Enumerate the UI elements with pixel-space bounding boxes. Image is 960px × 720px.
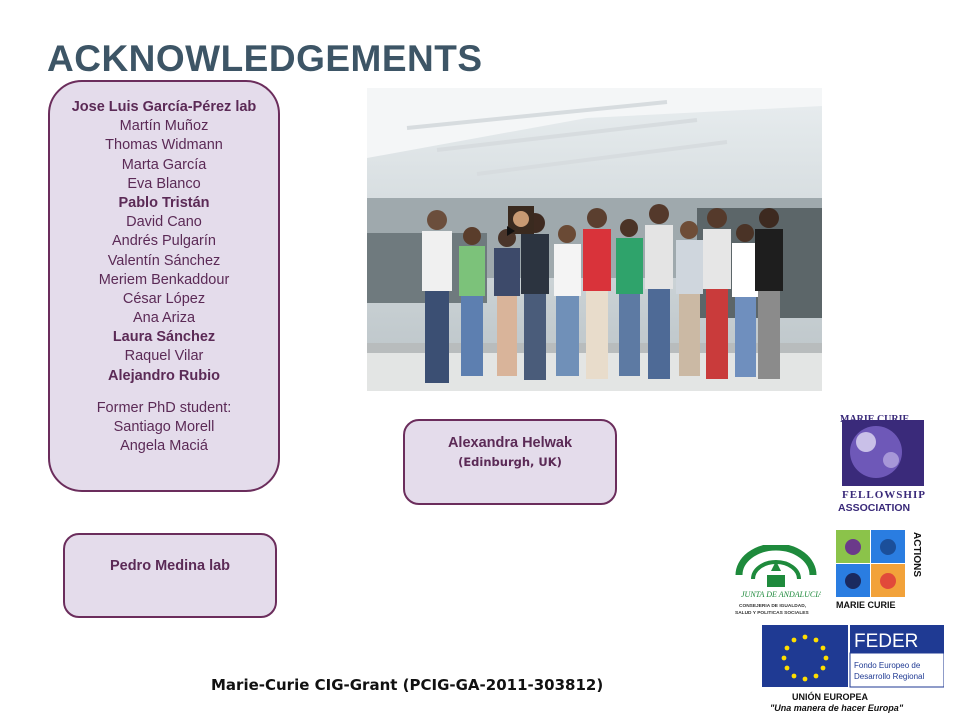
svg-text:JUNTA DE ANDALUCIA: JUNTA DE ANDALUCIA bbox=[741, 590, 821, 599]
svg-text:MARIE CURIE: MARIE CURIE bbox=[840, 414, 910, 425]
collaborator-location: (Edinburgh, UK) bbox=[458, 455, 562, 469]
marie-curie-actions-logo bbox=[836, 530, 930, 610]
lab-name: Jose Luis García-Pérez lab bbox=[71, 99, 257, 115]
lab-member: Meriem Benkaddour bbox=[98, 271, 230, 288]
lab-member: David Cano bbox=[126, 214, 202, 231]
svg-text:UNIÓN EUROPEA: UNIÓN EUROPEA bbox=[792, 692, 869, 702]
former-students-label: Former PhD student: bbox=[96, 399, 232, 416]
group-photo bbox=[367, 88, 822, 391]
lab-member: Raquel Vilar bbox=[124, 348, 204, 365]
lab-member: Andrés Pulgarín bbox=[112, 233, 216, 250]
former-student: Angela Maciá bbox=[120, 438, 208, 455]
lab-members-box bbox=[48, 80, 280, 492]
collaborator-box bbox=[403, 419, 617, 505]
grant-reference: Marie-Curie CIG-Grant (PCIG-GA-2011-303812) bbox=[211, 676, 604, 694]
lab-member: Martín Muñoz bbox=[119, 118, 209, 135]
marie-curie-fellowship-logo bbox=[836, 412, 928, 514]
lab-members-list bbox=[50, 98, 278, 386]
lab-member: Marta García bbox=[121, 156, 207, 173]
svg-text:FELLOWSHIP: FELLOWSHIP bbox=[842, 489, 926, 501]
svg-text:SALUD Y POLITICAS SOCIALES: SALUD Y POLITICAS SOCIALES bbox=[735, 611, 809, 616]
svg-text:ASSOCIATION: ASSOCIATION bbox=[838, 502, 911, 514]
svg-text:Fondo Europeo de: Fondo Europeo de bbox=[854, 661, 921, 670]
svg-text:"Una manera de hacer Europa": "Una manera de hacer Europa" bbox=[770, 703, 904, 713]
second-lab-box bbox=[63, 533, 277, 618]
svg-text:FEDER: FEDER bbox=[854, 631, 919, 652]
slide-title: ACKNOWLEDGEMENTS bbox=[47, 38, 483, 79]
lab-member: Valentín Sánchez bbox=[107, 252, 221, 269]
lab-member: Ana Ariza bbox=[132, 310, 196, 327]
svg-text:Desarrollo Regional: Desarrollo Regional bbox=[854, 672, 925, 681]
lab-member: Eva Blanco bbox=[127, 175, 201, 192]
collaborator-name: Alexandra Helwak bbox=[447, 435, 573, 451]
lab-member: Laura Sánchez bbox=[112, 329, 216, 346]
junta-andalucia-logo bbox=[731, 545, 821, 617]
svg-text:CONSEJERIA DE IGUALDAD,: CONSEJERIA DE IGUALDAD, bbox=[739, 604, 806, 609]
feder-eu-logo bbox=[762, 625, 944, 713]
lab-member: Alejandro Rubio bbox=[108, 367, 220, 384]
former-student: Santiago Morell bbox=[113, 419, 215, 435]
svg-text:MARIE CURIE: MARIE CURIE bbox=[836, 600, 896, 610]
second-lab-name: Pedro Medina lab bbox=[109, 558, 231, 574]
lab-member: César López bbox=[122, 290, 206, 307]
lab-member: Pablo Tristán bbox=[118, 194, 210, 211]
svg-text:ACTIONS: ACTIONS bbox=[911, 532, 922, 577]
lab-member: Thomas Widmann bbox=[105, 137, 223, 154]
